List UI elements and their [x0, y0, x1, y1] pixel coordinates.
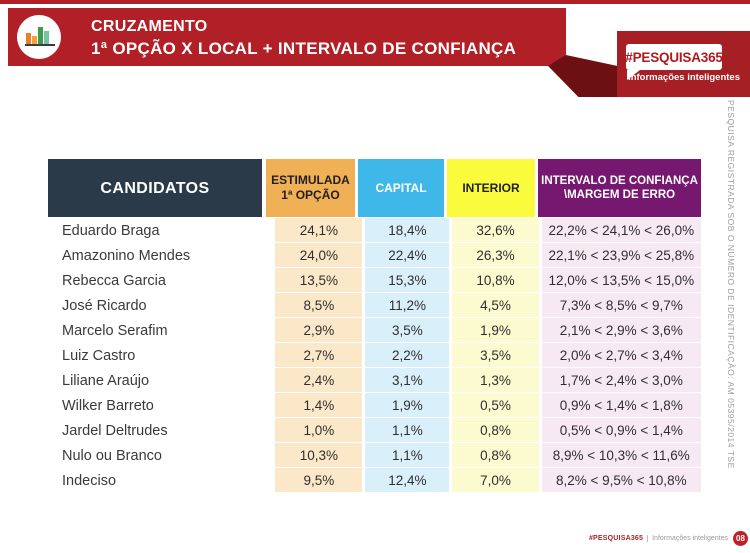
- column-header-intervalo: INTERVALO DE CONFIANÇA \MARGEM DE ERRO: [538, 159, 701, 217]
- capital-value: 1,1%: [365, 443, 449, 467]
- brand-tagline: Informações inteligentes: [628, 72, 740, 83]
- estimulada-value: 1,0%: [275, 418, 362, 442]
- footer: [430, 528, 748, 548]
- intervalo-value: 2,0% < 2,7% < 3,4%: [542, 343, 701, 367]
- intervalo-value: 12,0% < 13,5% < 15,0%: [542, 268, 701, 292]
- interior-value: 0,8%: [452, 443, 538, 467]
- bar-chart-icon-bar: [38, 27, 43, 44]
- candidate-name: Jardel Deltrudes: [48, 418, 271, 444]
- title-banner: [8, 8, 566, 66]
- table-body: [48, 218, 701, 493]
- interior-value: 4,5%: [452, 293, 538, 317]
- intervalo-value: 1,7% < 2,4% < 3,0%: [542, 368, 701, 392]
- table-header-row: [48, 159, 701, 217]
- interior-value: 1,3%: [452, 368, 538, 392]
- interior-value: 1,9%: [452, 318, 538, 342]
- interior-value: 26,3%: [452, 243, 538, 267]
- intervalo-value: 8,9% < 10,3% < 11,6%: [542, 443, 701, 467]
- candidate-name: Amazonino Mendes: [48, 243, 271, 269]
- estimulada-value: 24,1%: [275, 218, 362, 242]
- capital-value: 1,1%: [365, 418, 449, 442]
- capital-value: 11,2%: [365, 293, 449, 317]
- table-row: [48, 343, 701, 368]
- capital-value: 3,5%: [365, 318, 449, 342]
- candidate-name: Rebecca Garcia: [48, 268, 271, 294]
- candidate-name: Wilker Barreto: [48, 393, 271, 419]
- estimulada-value: 2,7%: [275, 343, 362, 367]
- table-row: [48, 368, 701, 393]
- estimulada-value: 10,3%: [275, 443, 362, 467]
- ribbon-fold: [548, 55, 617, 97]
- candidate-name: Marcelo Serafim: [48, 318, 271, 344]
- interior-value: 7,0%: [452, 468, 538, 492]
- estimulada-value: 2,4%: [275, 368, 362, 392]
- capital-value: 15,3%: [365, 268, 449, 292]
- estimulada-value: 8,5%: [275, 293, 362, 317]
- column-header-capital: CAPITAL: [358, 159, 444, 217]
- candidate-name: José Ricardo: [48, 293, 271, 319]
- bar-chart-icon: [26, 23, 54, 44]
- footer-divider: [647, 535, 648, 542]
- candidate-name: Eduardo Braga: [48, 218, 271, 244]
- capital-value: 1,9%: [365, 393, 449, 417]
- table-row: [48, 268, 701, 293]
- brand-ribbon: [617, 31, 750, 97]
- intervalo-value: 7,3% < 8,5% < 9,7%: [542, 293, 701, 317]
- estimulada-value: 24,0%: [275, 243, 362, 267]
- intervalo-value: 0,5% < 0,9% < 1,4%: [542, 418, 701, 442]
- brand-hashtag-box: [626, 44, 722, 70]
- brand-hashtag: #PESQUISA365: [625, 49, 723, 65]
- footer-brand: #PESQUISA365: [588, 534, 644, 542]
- interior-value: 32,6%: [452, 218, 538, 242]
- registration-note: PESQUISA REGISTRADA SOB O NÚMERO DE IDENTIFICAÇÃO: AM 05395/2014 TSE: [726, 100, 736, 469]
- intervalo-value: 0,9% < 1,4% < 1,8%: [542, 393, 701, 417]
- table-row: [48, 293, 701, 318]
- table-row: [48, 443, 701, 468]
- interior-value: 0,5%: [452, 393, 538, 417]
- footer-tagline: Informações inteligentes: [652, 534, 728, 542]
- slide-title: CRUZAMENTO: [91, 18, 208, 35]
- table-row: [48, 393, 701, 418]
- bar-chart-icon-bar: [44, 31, 49, 44]
- table-row: [48, 218, 701, 243]
- bar-chart-icon-axis: [25, 44, 55, 46]
- table-row: [48, 468, 701, 493]
- intervalo-value: 22,1% < 23,9% < 25,8%: [542, 243, 701, 267]
- capital-value: 18,4%: [365, 218, 449, 242]
- table-row: [48, 418, 701, 443]
- bar-chart-icon-bar: [32, 36, 37, 44]
- candidate-name: Indeciso: [48, 468, 271, 493]
- capital-value: 3,1%: [365, 368, 449, 392]
- top-accent-strip: [0, 0, 750, 4]
- table-row: [48, 243, 701, 268]
- capital-value: 2,2%: [365, 343, 449, 367]
- page-number-badge: 08: [733, 531, 748, 546]
- candidate-name: Liliane Araújo: [48, 368, 271, 394]
- column-header-estimulada: ESTIMULADA 1ª OPÇÃO: [266, 159, 355, 217]
- candidate-name: Luiz Castro: [48, 343, 271, 369]
- estimulada-value: 13,5%: [275, 268, 362, 292]
- estimulada-value: 1,4%: [275, 393, 362, 417]
- table-row: [48, 318, 701, 343]
- intervalo-value: 8,2% < 9,5% < 10,8%: [542, 468, 701, 492]
- logo-badge: [17, 15, 61, 59]
- column-header-candidatos: CANDIDATOS: [48, 159, 262, 217]
- slide-subtitle: 1ª OPÇÃO X LOCAL + INTERVALO DE CONFIANÇA: [91, 39, 517, 58]
- intervalo-value: 2,1% < 2,9% < 3,6%: [542, 318, 701, 342]
- estimulada-value: 2,9%: [275, 318, 362, 342]
- column-header-interior: INTERIOR: [447, 159, 535, 217]
- candidate-name: Nulo ou Branco: [48, 443, 271, 469]
- capital-value: 12,4%: [365, 468, 449, 492]
- capital-value: 22,4%: [365, 243, 449, 267]
- interior-value: 0,8%: [452, 418, 538, 442]
- interior-value: 10,8%: [452, 268, 538, 292]
- bar-chart-icon-bar: [26, 33, 31, 44]
- estimulada-value: 9,5%: [275, 468, 362, 492]
- intervalo-value: 22,2% < 24,1% < 26,0%: [542, 218, 701, 242]
- interior-value: 3,5%: [452, 343, 538, 367]
